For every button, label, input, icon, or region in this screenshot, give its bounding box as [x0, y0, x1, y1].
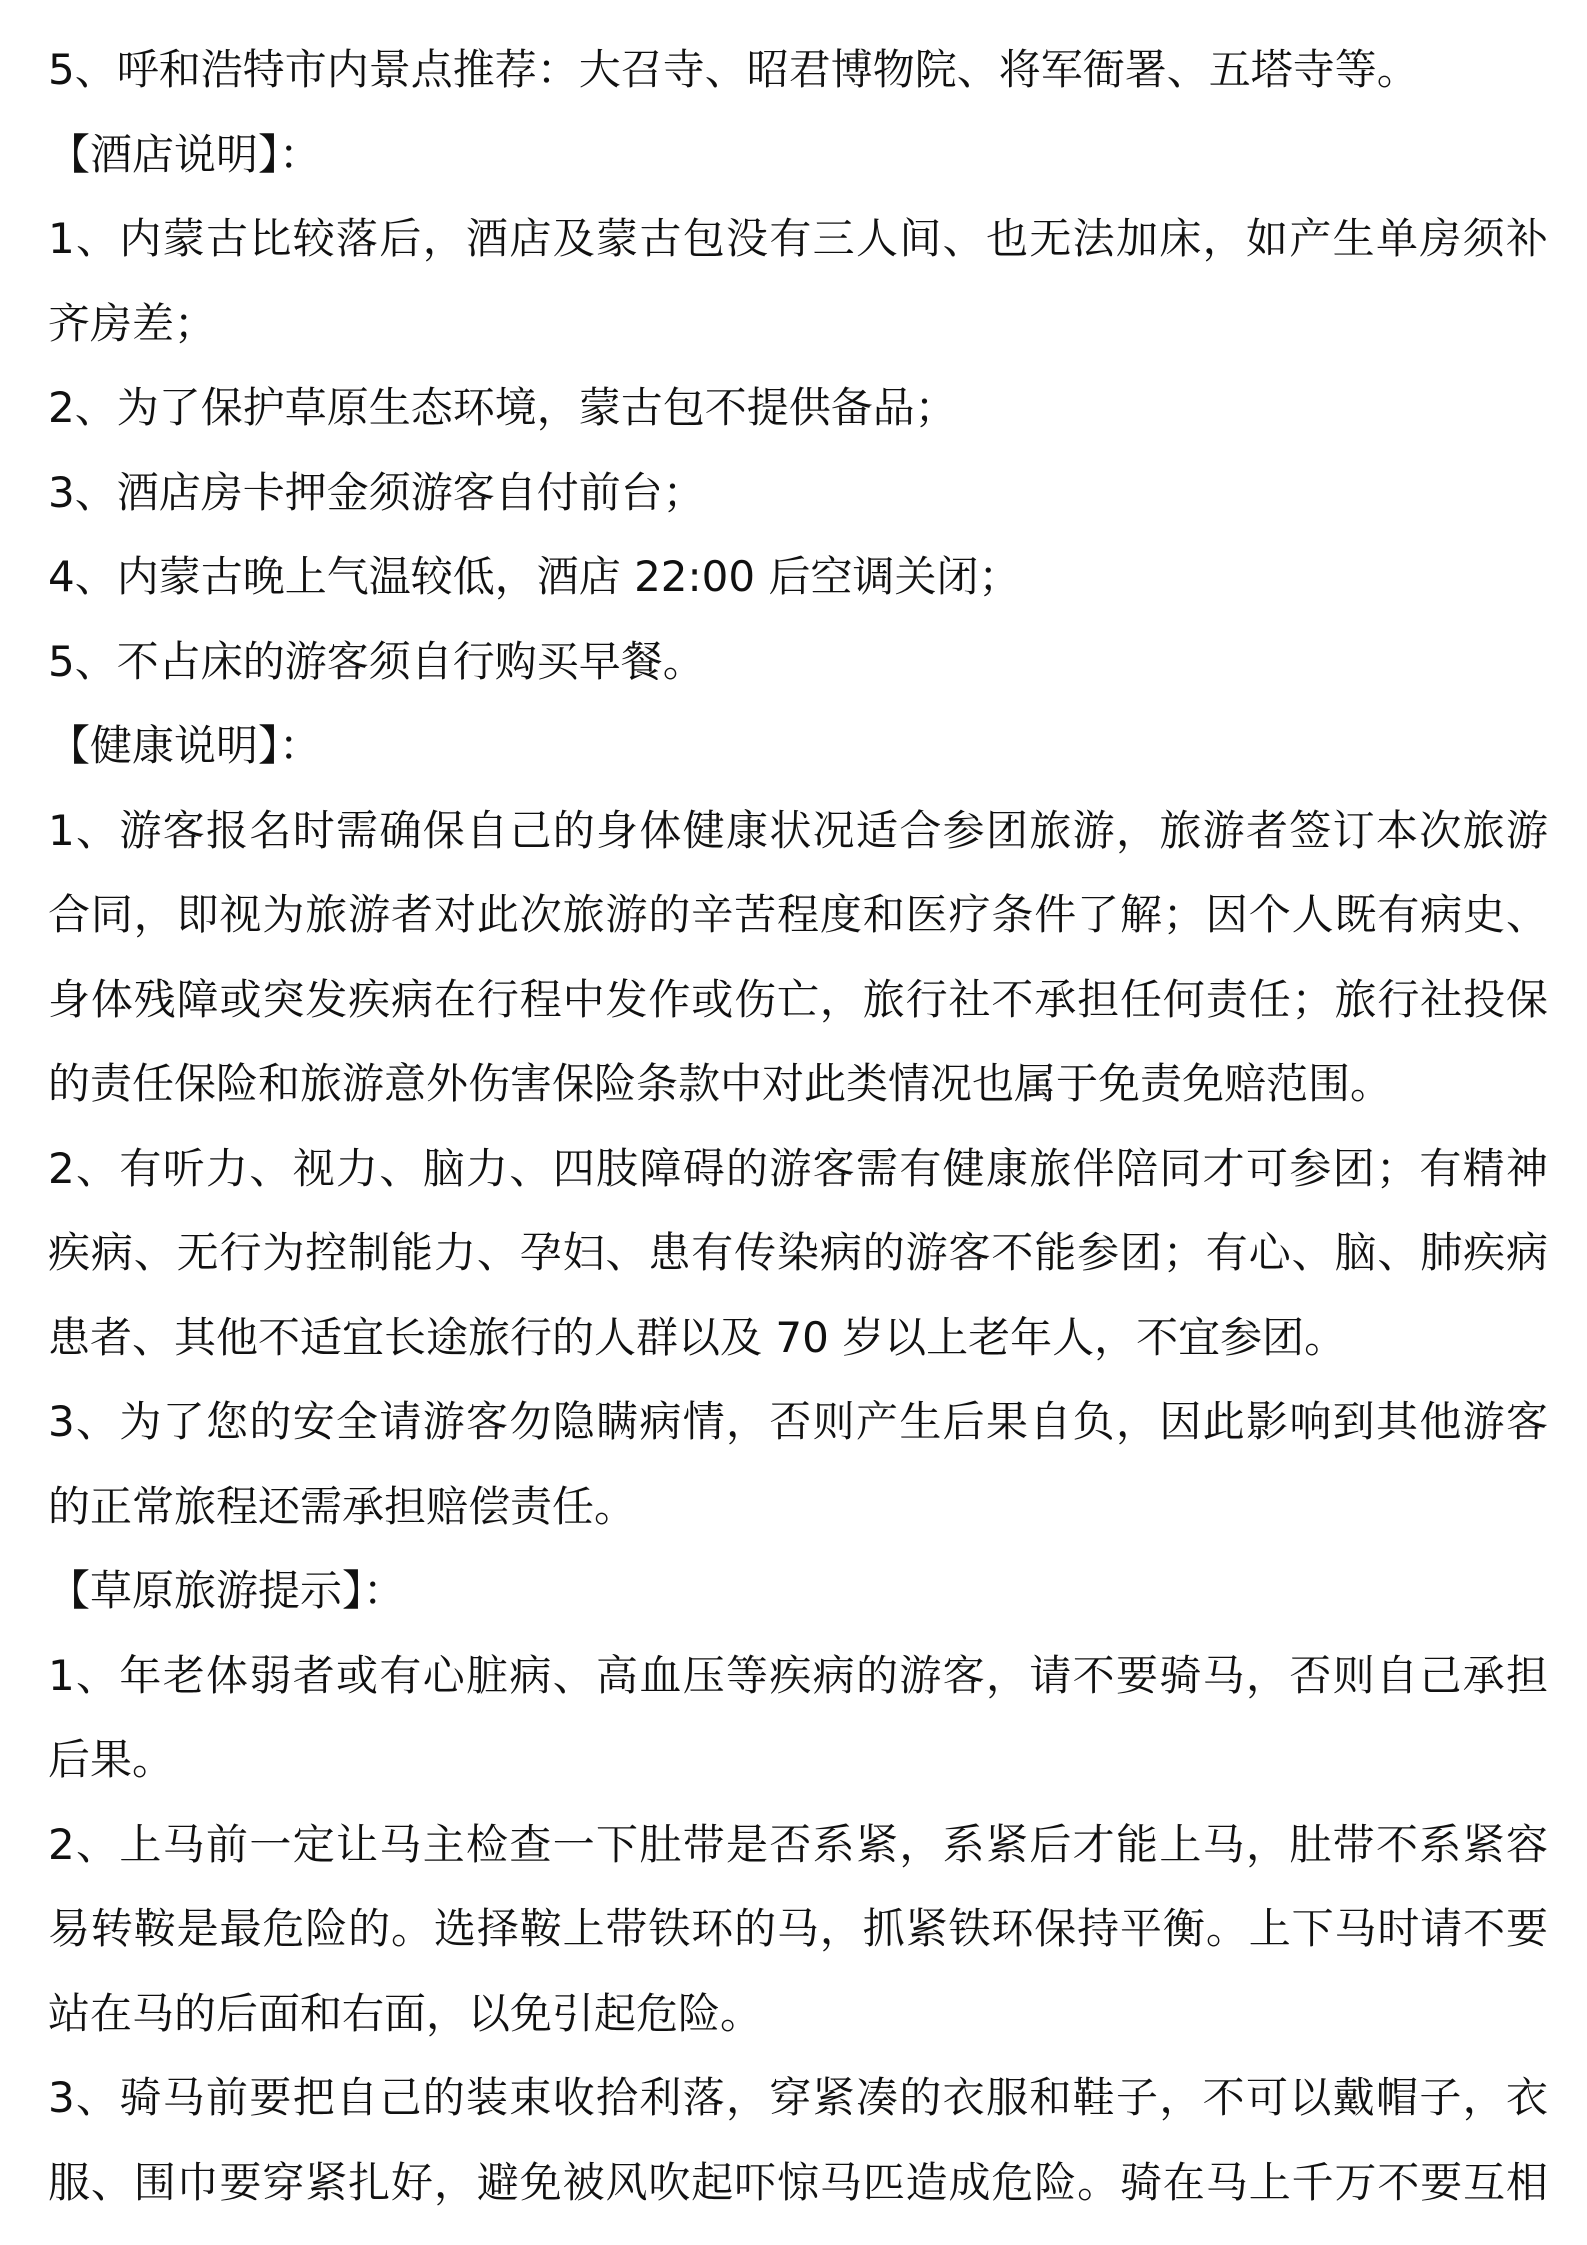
paragraph-grassland-1: [48, 1634, 1548, 1803]
text-line: 5、不占床的游客须自行购买早餐。: [48, 636, 705, 686]
text-line: 的责任保险和旅游意外伤害保险条款中对此类情况也属于免责免赔范围。: [48, 1059, 1393, 1108]
text-line: 疾病、无行为控制能力、孕妇、患有传染病的游客不能参团；有心、脑、肺疾病: [48, 1228, 1548, 1277]
text-line: 1、内蒙古比较落后，酒店及蒙古包没有三人间、也无法加床，如产生单房须补: [48, 214, 1548, 263]
paragraph-hotel-1: [48, 197, 1548, 366]
paragraph-attractions: [48, 28, 1548, 113]
paragraph-hotel-3: [48, 451, 1548, 536]
paragraph-health-3: [48, 1380, 1548, 1549]
section-heading-grassland: [48, 1549, 1548, 1634]
text-line: 易转鞍是最危险的。选择鞍上带铁环的马，抓紧铁环保持平衡。上下马时请不要: [48, 1904, 1548, 1953]
section-heading-hotel: [48, 113, 1548, 198]
text-line: 【草原旅游提示】：: [48, 1566, 406, 1615]
paragraph-hotel-4: [48, 535, 1548, 620]
document-body: [48, 28, 1548, 2225]
text-line: 患者、其他不适宜长途旅行的人群以及 70 岁以上老年人，不宜参团。: [48, 1312, 1347, 1362]
text-line: 齐房差；: [48, 298, 217, 348]
text-line: 2、为了保护草原生态环境，蒙古包不提供备品；: [48, 383, 957, 432]
text-line: 【酒店说明】：: [48, 129, 322, 179]
text-line: 3、骑马前要把自己的装束收拾利落，穿紧凑的衣服和鞋子，不可以戴帽子，衣: [48, 2073, 1548, 2122]
text-line: 1、游客报名时需确保自己的身体健康状况适合参团旅游，旅游者签订本次旅游: [48, 805, 1548, 855]
text-line: 服、围巾要穿紧扎好，避免被风吹起吓惊马匹造成危险。骑在马上千万不要互相: [48, 2157, 1548, 2207]
text-line: 3、酒店房卡押金须游客自付前台；: [48, 467, 705, 517]
section-heading-health: [48, 704, 1548, 789]
paragraph-hotel-2: [48, 366, 1548, 451]
paragraph-health-2: [48, 1127, 1548, 1381]
text-line: 1、年老体弱者或有心脏病、高血压等疾病的游客，请不要骑马，否则自己承担: [48, 1650, 1548, 1700]
text-line: 后果。: [48, 1735, 175, 1784]
text-line: 2、有听力、视力、脑力、四肢障碍的游客需有健康旅伴陪同才可参团；有精神: [48, 1143, 1548, 1193]
text-line: 站在马的后面和右面，以免引起危险。: [48, 1988, 763, 2038]
text-line: 4、内蒙古晚上气温较低，酒店 22:00 后空调关闭；: [48, 552, 1021, 601]
paragraph-hotel-5: [48, 620, 1548, 705]
text-line: 身体残障或突发疾病在行程中发作或伤亡，旅行社不承担任何责任；旅行社投保: [48, 974, 1548, 1024]
text-line: 2、上马前一定让马主检查一下肚带是否系紧，系紧后才能上马，肚带不系紧容: [48, 1819, 1548, 1869]
paragraph-grassland-3: [48, 2056, 1548, 2225]
text-line: 的正常旅程还需承担赔偿责任。: [48, 1481, 637, 1531]
paragraph-grassland-2: [48, 1803, 1548, 2057]
text-line: 【健康说明】：: [48, 721, 322, 770]
text-line: 5、呼和浩特市内景点推荐：大召寺、昭君博物院、将军衙署、五塔寺等。: [48, 45, 1419, 94]
text-line: 合同，即视为旅游者对此次旅游的辛苦程度和医疗条件了解；因个人既有病史、: [48, 890, 1548, 939]
text-line: 3、为了您的安全请游客勿隐瞒病情，否则产生后果自负，因此影响到其他游客: [48, 1397, 1548, 1446]
paragraph-health-1: [48, 789, 1548, 1127]
